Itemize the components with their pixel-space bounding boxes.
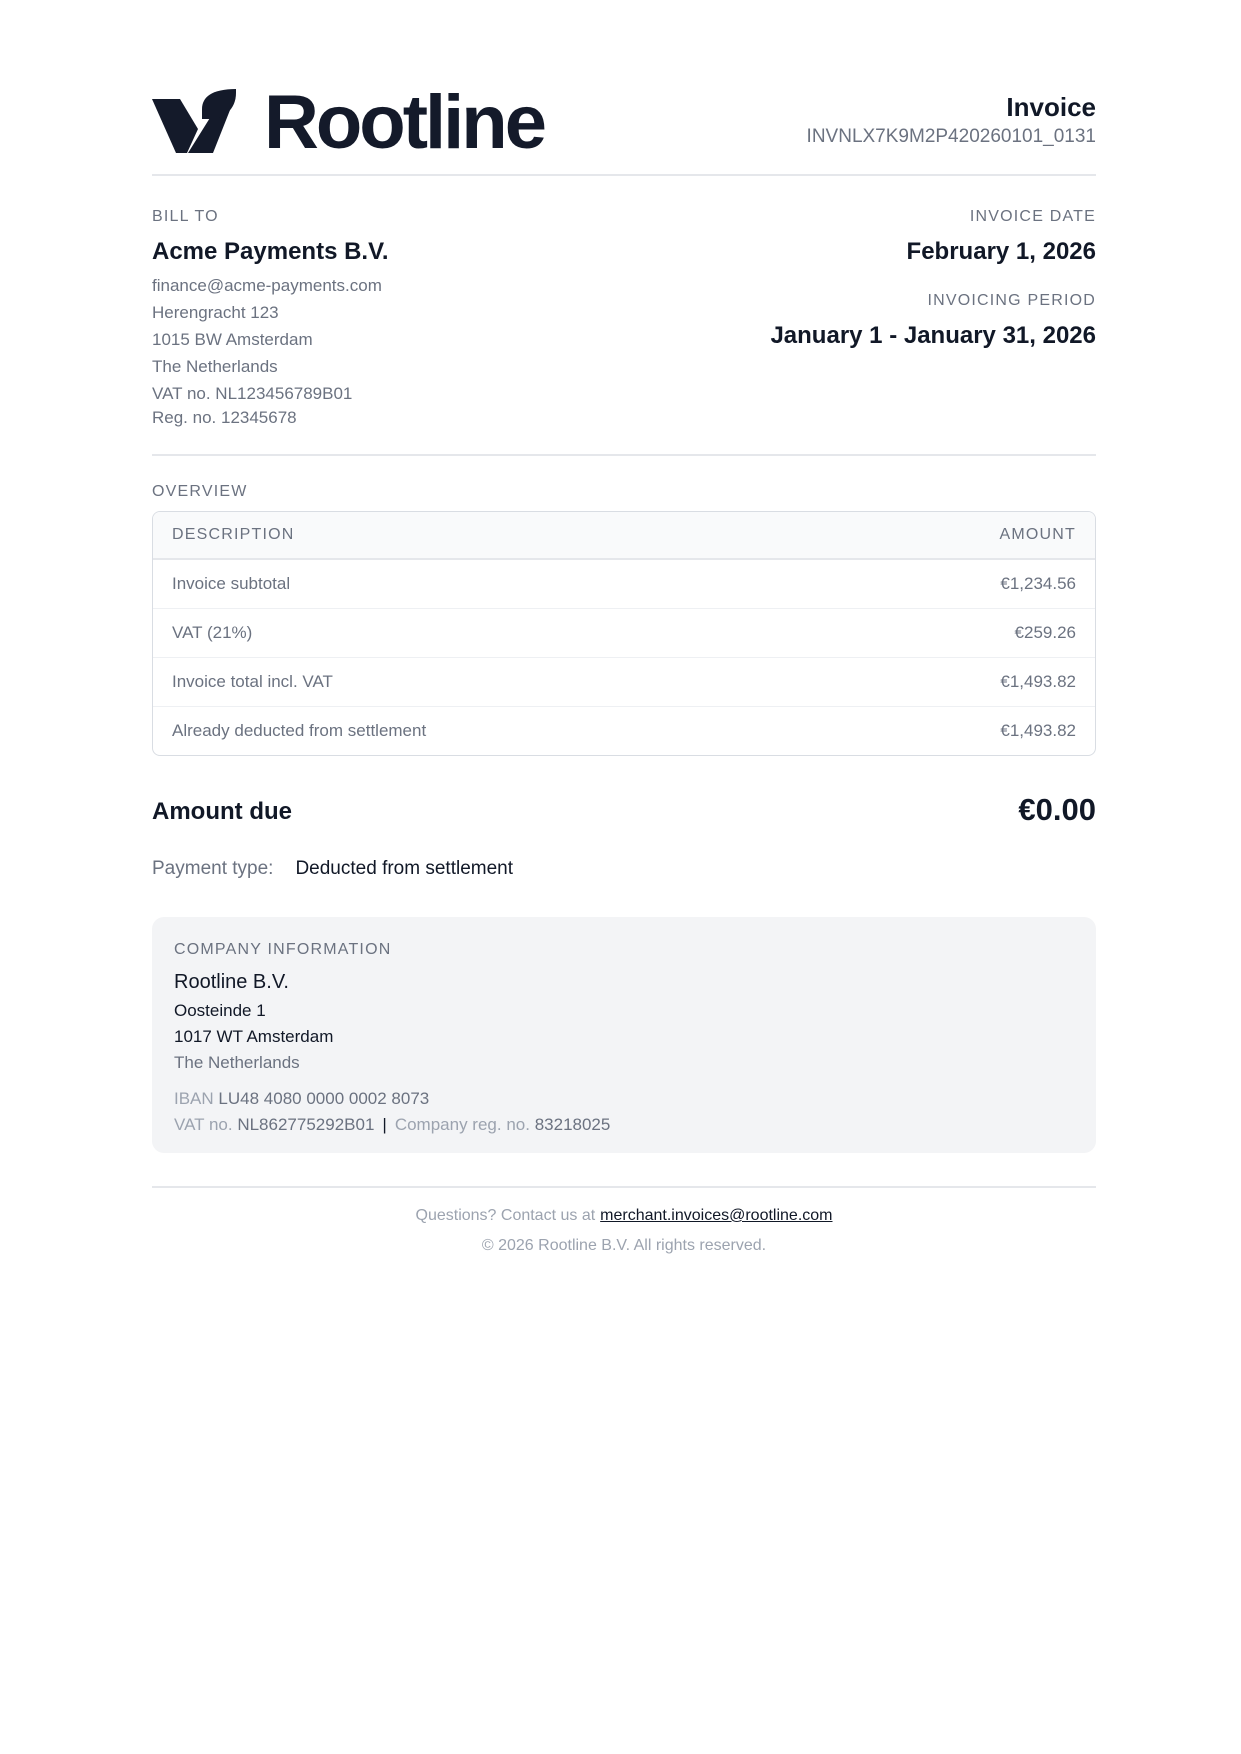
iban-label: IBAN [174,1089,214,1108]
company-reg-value: 83218025 [534,1115,611,1134]
company-vat-label: VAT no. [174,1115,233,1134]
bill-to-city: 1015 BW Amsterdam [152,330,313,349]
bill-to-label: BILL TO [152,208,219,225]
company-reg-label: Company reg. no. [394,1115,530,1134]
invoice-date-label: INVOICE DATE [969,208,1096,225]
payment-type-value: Deducted from settlement [295,858,513,879]
bill-to-block [152,208,652,429]
company-info-label: COMPANY INFORMATION [174,941,392,958]
brand-wordmark: Rootline [264,80,544,165]
payment-type [152,858,513,880]
row-amount: €1,234.56 [1000,574,1076,593]
dates-block [656,208,1096,350]
divider [152,454,1096,456]
table-row [153,707,1095,755]
payment-type-label: Payment type: [152,858,274,879]
bill-to-vat: VAT no. NL123456789B01 [152,384,353,403]
company-ids [174,1086,610,1138]
table-row [153,560,1095,609]
footer-contact-text: Questions? Contact us at [415,1207,596,1224]
amount-due-label: Amount due [152,798,292,825]
bill-to-reg: Reg. no. 12345678 [152,408,297,427]
row-amount: €1,493.82 [1000,721,1076,740]
company-country: The Netherlands [174,1053,300,1072]
row-description: Invoice subtotal [172,574,291,593]
company-info-box [152,917,1096,1153]
table-row [153,658,1095,707]
invoicing-period-label: INVOICING PERIOD [927,292,1096,309]
separator: | [382,1115,387,1134]
row-amount: €1,493.82 [1000,672,1076,691]
company-street: Oosteinde 1 [174,1001,266,1020]
rootline-mark-icon [152,89,236,153]
table-header [153,512,1095,560]
footer-contact [152,1207,1096,1225]
company-info-content [174,941,610,1138]
invoice-title: Invoice [1006,92,1096,122]
row-amount: €259.26 [1014,623,1076,642]
company-name: Rootline B.V. [174,971,289,993]
row-description: VAT (21%) [172,623,253,642]
invoice-header [152,80,1096,176]
brand-logo [152,80,544,165]
divider [152,1186,1096,1188]
bill-to-street: Herengracht 123 [152,303,279,322]
footer-contact-email-link[interactable]: merchant.invoices@rootline.com [600,1207,833,1224]
invoicing-period: January 1 - January 31, 2026 [770,322,1096,349]
company-vat-reg-line [174,1112,610,1138]
bill-to-country: The Netherlands [152,357,278,376]
column-description: DESCRIPTION [172,526,295,543]
row-description: Invoice total incl. VAT [172,672,333,691]
column-amount: AMOUNT [999,526,1076,543]
bill-to-email: finance@acme-payments.com [152,276,382,295]
bill-to-details [152,272,652,429]
iban-value: LU48 4080 0000 0002 8073 [218,1089,430,1108]
footer-copyright: © 2026 Rootline B.V. All rights reserved. [481,1237,767,1254]
overview-table [152,511,1096,756]
amount-due-value: €0.00 [1018,792,1096,827]
invoice-number: INVNLX7K9M2P420260101_0131 [806,126,1096,147]
invoice-date: February 1, 2026 [906,238,1096,265]
company-city: 1017 WT Amsterdam [174,1027,334,1046]
company-address [174,998,610,1076]
table-row [153,609,1095,658]
bill-to-name: Acme Payments B.V. [152,238,389,265]
company-iban-line [174,1086,610,1112]
row-description: Already deducted from settlement [172,721,427,740]
overview-label: OVERVIEW [152,483,248,500]
company-vat-value: NL862775292B01 [237,1115,375,1134]
